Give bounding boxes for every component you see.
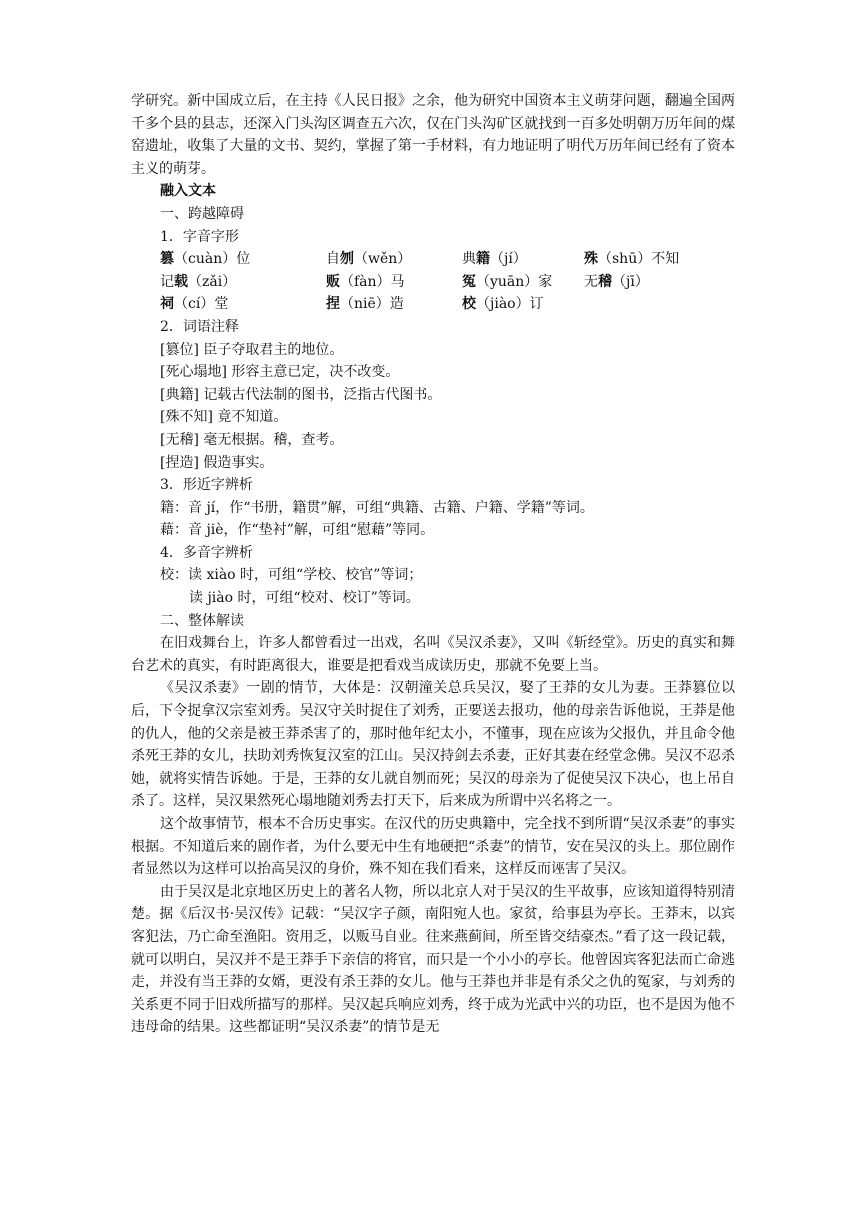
pronunciation-row: [160, 248, 735, 271]
pronunciation-item: 自刎（wěn）: [326, 251, 412, 268]
document-body: [131, 90, 735, 1039]
subsection-similar-chars-title: 3．形近字辨析: [160, 477, 253, 494]
polyphone-entry: 读 jiào 时，可组“校对、校订”等词。: [189, 590, 420, 607]
pronunciation-item: 典籍（jí）: [462, 251, 527, 268]
intro-paragraph: 学研究。新中国成立后，在主持《人民日报》之余，他为研究中国资本主义萌芽问题，翻遍全国两千多个县的县志，还深入门头沟区调查五六次，仅在门头沟矿区就找到一百多处明朝万历年间的煤窑遗址，收集了大量的文书、契约，掌握了第一手材料，有力地证明了明代万历年间已经有了资本主义的萌芽。: [131, 93, 735, 177]
pronunciation-row: [160, 293, 735, 316]
subsection-polyphone-title: 4．多音字辨析: [160, 544, 253, 561]
body-paragraph: 在旧戏舞台上，许多人都曾看过一出戏，名叫《吴汉杀妻》，又叫《斩经堂》。历史的真实和舞台艺术的真实，有时距离很大，谁要是把看戏当成读历史，那就不免要上当。: [131, 635, 735, 674]
glossary-entry: [篡位] 臣子夺取君主的地位。: [160, 341, 344, 358]
pronunciation-item: 冤（yuān）家: [462, 273, 553, 290]
subsection-glossary-title: 2．词语注释: [160, 318, 239, 335]
part2-title: 二、整体解读: [160, 612, 244, 629]
section-title: 融入文本: [160, 183, 216, 200]
pronunciation-table: [131, 248, 735, 316]
similar-char-entry: 藉：音 jiè，作“垫衬”解，可组“慰藉”等同。: [160, 522, 435, 539]
pronunciation-item: 祠（cí）堂: [160, 296, 229, 313]
body-paragraph: 由于吴汉是北京地区历史上的著名人物，所以北京人对于吴汉的生平故事，应该知道得特别清楚。据《后汉书·吴汉传》记载：“吴汉字子颜，南阳宛人也。家贫，给事县为亭长。王莽末，以宾客犯法，乃亡命至渔阳。资用乏，以贩马自业。往来燕蓟间，所至皆交结豪杰。”看了这一段记载，就可以明白，吴汉并不是王莽手下亲信的将官，而只是一个小小的亭长。他曾因宾客犯法而亡命逃走，并没有当王莽的女婿，更没有杀王莽的女儿。他与王莽也并非是有杀父之仇的冤家，与刘秀的关系更不同于旧戏所描写的那样。吴汉起兵响应刘秀，终于成为光武中兴的功臣，也不是因为他不违母命的结果。这些都证明“吴汉杀妻”的情节是无: [131, 883, 735, 1036]
glossary-entry: [无稽] 毫无根据。稽，查考。: [160, 431, 344, 448]
pronunciation-row: [160, 271, 735, 294]
body-paragraph: 这个故事情节，根本不合历史事实。在汉代的历史典籍中，完全找不到所谓“吴汉杀妻”的事实根据。不知道后来的剧作者，为什么要无中生有地硬把“杀妻”的情节，安在吴汉的头上。那位剧作者显然以为这样可以抬高吴汉的身价，殊不知在我们看来，这样反而诬害了吴汉。: [131, 816, 735, 878]
pronunciation-item: 捏（niē）造: [326, 296, 404, 313]
glossary-entry: [殊不知] 竟不知道。: [160, 409, 288, 426]
pronunciation-item: 贩（fàn）马: [326, 273, 405, 290]
pronunciation-item: 殊（shū）不知: [584, 251, 680, 268]
similar-char-entry: 籍：音 jí，作“书册，籍贯”解，可组“典籍、古籍、户籍、学籍”等词。: [160, 499, 594, 516]
pronunciation-item: 记载（zǎi）: [160, 273, 237, 290]
pronunciation-item: 篡（cuàn）位: [160, 251, 251, 268]
polyphone-entry: 校：读 xiào 时，可组“学校、校官”等词；: [160, 567, 423, 584]
subsection-pronunciation-title: 1．字音字形: [160, 228, 239, 245]
glossary-entry: [捏造] 假造事实。: [160, 454, 274, 471]
part1-title: 一、跨越障碍: [160, 205, 244, 222]
pronunciation-item: 校（jiào）订: [462, 296, 544, 313]
body-paragraph: 《吴汉杀妻》一剧的情节，大体是：汉朝潼关总兵吴汉，娶了王莽的女儿为妻。王莽篡位以后，下令捉拿汉宗室刘秀。吴汉守关时捉住了刘秀，正要送去报功，他的母亲告诉他说，王莽是他的仇人，他的父亲是被王莽杀害了的，那时他年纪太小，不懂事，现在应该为父报仇，并且命令他杀死王莽的女儿，扶助刘秀恢复汉室的江山。吴汉持剑去杀妻，正好其妻在经堂念佛。吴汉不忍杀她，就将实情告诉她。于是，王莽的女儿就自刎而死；吴汉的母亲为了促使吴汉下决心，也上吊自杀了。这样，吴汉果然死心塌地随刘秀去打天下，后来成为所谓中兴名将之一。: [131, 680, 735, 810]
glossary-entry: [死心塌地] 形容主意已定，决不改变。: [160, 364, 400, 381]
pronunciation-item: 无稽（jī）: [584, 273, 649, 290]
glossary-entry: [典籍] 记载古代法制的图书，泛指古代图书。: [160, 386, 442, 403]
